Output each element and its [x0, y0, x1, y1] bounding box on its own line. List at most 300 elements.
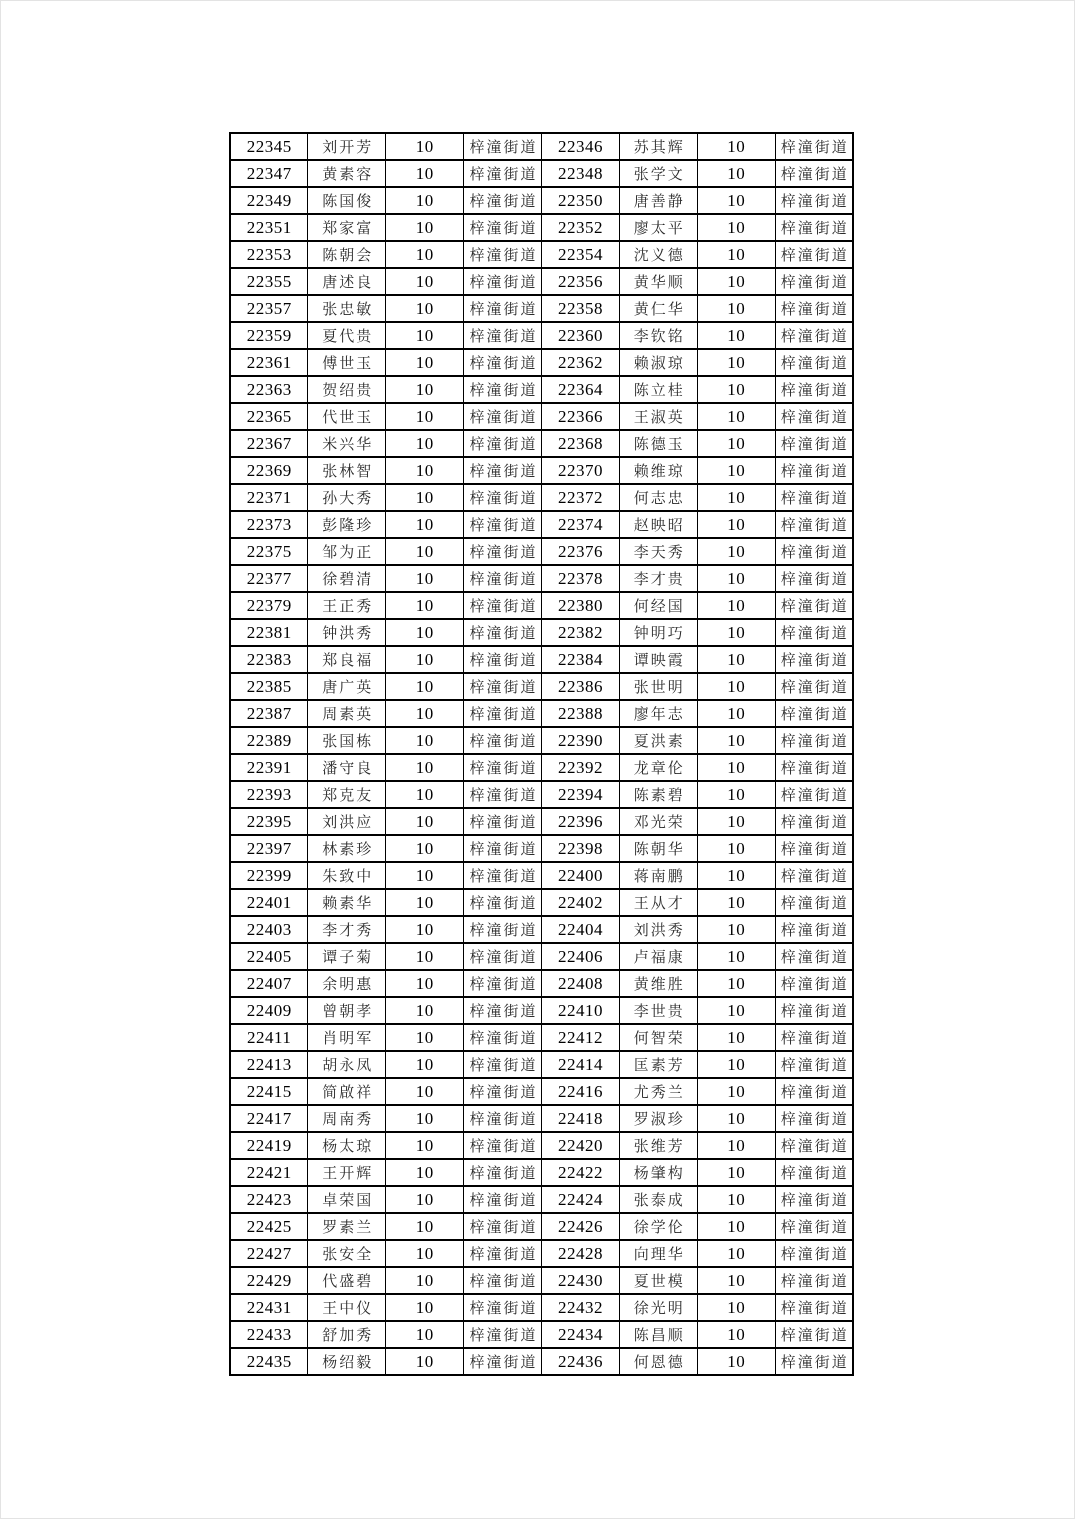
- table-row: [230, 403, 853, 430]
- name-cell: 匡素芳: [619, 1051, 697, 1078]
- score-cell: 10: [386, 322, 464, 349]
- score-cell: 10: [386, 1159, 464, 1186]
- street-cell: 梓潼街道: [775, 916, 853, 943]
- registration-number-cell: 22409: [230, 997, 308, 1024]
- score-cell: 10: [697, 700, 775, 727]
- score-cell: 10: [697, 1240, 775, 1267]
- score-cell: 10: [697, 1051, 775, 1078]
- registration-number-cell: 22392: [542, 754, 620, 781]
- name-cell: 龙章伦: [619, 754, 697, 781]
- street-cell: 梓潼街道: [775, 943, 853, 970]
- registration-number-cell: 22411: [230, 1024, 308, 1051]
- registration-number-cell: 22378: [542, 565, 620, 592]
- name-cell: 郑良福: [308, 646, 386, 673]
- street-cell: 梓潼街道: [464, 916, 542, 943]
- street-cell: 梓潼街道: [775, 1051, 853, 1078]
- name-cell: 朱致中: [308, 862, 386, 889]
- registration-number-cell: 22432: [542, 1294, 620, 1321]
- registration-number-cell: 22389: [230, 727, 308, 754]
- street-cell: 梓潼街道: [464, 565, 542, 592]
- score-cell: 10: [386, 403, 464, 430]
- street-cell: 梓潼街道: [464, 430, 542, 457]
- name-cell: 赖淑琼: [619, 349, 697, 376]
- street-cell: 梓潼街道: [464, 808, 542, 835]
- street-cell: 梓潼街道: [775, 214, 853, 241]
- table-row: [230, 268, 853, 295]
- street-cell: 梓潼街道: [775, 1105, 853, 1132]
- street-cell: 梓潼街道: [464, 349, 542, 376]
- name-cell: 罗淑珍: [619, 1105, 697, 1132]
- registration-number-cell: 22380: [542, 592, 620, 619]
- street-cell: 梓潼街道: [464, 1267, 542, 1294]
- name-cell: 尤秀兰: [619, 1078, 697, 1105]
- name-cell: 张维芳: [619, 1132, 697, 1159]
- registration-number-cell: 22365: [230, 403, 308, 430]
- score-cell: 10: [697, 1159, 775, 1186]
- score-cell: 10: [697, 781, 775, 808]
- street-cell: 梓潼街道: [775, 835, 853, 862]
- name-cell: 刘洪应: [308, 808, 386, 835]
- street-cell: 梓潼街道: [775, 376, 853, 403]
- name-cell: 刘洪秀: [619, 916, 697, 943]
- street-cell: 梓潼街道: [775, 808, 853, 835]
- name-cell: 赵映昭: [619, 511, 697, 538]
- roster-table-body: [230, 133, 853, 1375]
- street-cell: 梓潼街道: [775, 430, 853, 457]
- score-cell: 10: [386, 295, 464, 322]
- name-cell: 谭子菊: [308, 943, 386, 970]
- score-cell: 10: [697, 619, 775, 646]
- score-cell: 10: [697, 187, 775, 214]
- street-cell: 梓潼街道: [775, 619, 853, 646]
- street-cell: 梓潼街道: [775, 1240, 853, 1267]
- street-cell: 梓潼街道: [775, 511, 853, 538]
- street-cell: 梓潼街道: [464, 754, 542, 781]
- table-row: [230, 943, 853, 970]
- registration-number-cell: 22434: [542, 1321, 620, 1348]
- registration-number-cell: 22379: [230, 592, 308, 619]
- name-cell: 代世玉: [308, 403, 386, 430]
- registration-number-cell: 22436: [542, 1348, 620, 1375]
- registration-number-cell: 22418: [542, 1105, 620, 1132]
- registration-number-cell: 22361: [230, 349, 308, 376]
- registration-number-cell: 22346: [542, 133, 620, 160]
- street-cell: 梓潼街道: [775, 295, 853, 322]
- score-cell: 10: [386, 754, 464, 781]
- street-cell: 梓潼街道: [775, 1159, 853, 1186]
- street-cell: 梓潼街道: [775, 1213, 853, 1240]
- street-cell: 梓潼街道: [464, 484, 542, 511]
- street-cell: 梓潼街道: [464, 1024, 542, 1051]
- street-cell: 梓潼街道: [775, 403, 853, 430]
- street-cell: 梓潼街道: [464, 1321, 542, 1348]
- table-row: [230, 1024, 853, 1051]
- registration-number-cell: 22374: [542, 511, 620, 538]
- score-cell: 10: [697, 727, 775, 754]
- street-cell: 梓潼街道: [464, 133, 542, 160]
- table-row: [230, 484, 853, 511]
- street-cell: 梓潼街道: [464, 646, 542, 673]
- name-cell: 张学文: [619, 160, 697, 187]
- name-cell: 苏其辉: [619, 133, 697, 160]
- registration-number-cell: 22353: [230, 241, 308, 268]
- score-cell: 10: [697, 484, 775, 511]
- registration-number-cell: 22362: [542, 349, 620, 376]
- name-cell: 夏代贵: [308, 322, 386, 349]
- registration-number-cell: 22371: [230, 484, 308, 511]
- street-cell: 梓潼街道: [775, 133, 853, 160]
- score-cell: 10: [697, 133, 775, 160]
- score-cell: 10: [386, 673, 464, 700]
- table-row: [230, 349, 853, 376]
- score-cell: 10: [697, 565, 775, 592]
- name-cell: 徐学伦: [619, 1213, 697, 1240]
- table-row: [230, 700, 853, 727]
- name-cell: 陈朝华: [619, 835, 697, 862]
- name-cell: 唐广英: [308, 673, 386, 700]
- name-cell: 廖年志: [619, 700, 697, 727]
- score-cell: 10: [386, 511, 464, 538]
- score-cell: 10: [697, 1321, 775, 1348]
- registration-number-cell: 22391: [230, 754, 308, 781]
- registration-number-cell: 22348: [542, 160, 620, 187]
- roster-table: [229, 132, 854, 1376]
- street-cell: 梓潼街道: [775, 1186, 853, 1213]
- street-cell: 梓潼街道: [775, 646, 853, 673]
- table-row: [230, 241, 853, 268]
- score-cell: 10: [386, 1321, 464, 1348]
- name-cell: 周南秀: [308, 1105, 386, 1132]
- score-cell: 10: [386, 1105, 464, 1132]
- registration-number-cell: 22366: [542, 403, 620, 430]
- registration-number-cell: 22425: [230, 1213, 308, 1240]
- score-cell: 10: [386, 565, 464, 592]
- registration-number-cell: 22419: [230, 1132, 308, 1159]
- street-cell: 梓潼街道: [464, 592, 542, 619]
- registration-number-cell: 22412: [542, 1024, 620, 1051]
- registration-number-cell: 22387: [230, 700, 308, 727]
- score-cell: 10: [386, 187, 464, 214]
- registration-number-cell: 22401: [230, 889, 308, 916]
- name-cell: 王正秀: [308, 592, 386, 619]
- score-cell: 10: [697, 1078, 775, 1105]
- registration-number-cell: 22407: [230, 970, 308, 997]
- name-cell: 何智荣: [619, 1024, 697, 1051]
- registration-number-cell: 22414: [542, 1051, 620, 1078]
- street-cell: 梓潼街道: [464, 1186, 542, 1213]
- score-cell: 10: [386, 619, 464, 646]
- name-cell: 徐光明: [619, 1294, 697, 1321]
- registration-number-cell: 22386: [542, 673, 620, 700]
- street-cell: 梓潼街道: [464, 376, 542, 403]
- score-cell: 10: [697, 349, 775, 376]
- table-row: [230, 727, 853, 754]
- name-cell: 黄华顺: [619, 268, 697, 295]
- registration-number-cell: 22400: [542, 862, 620, 889]
- score-cell: 10: [386, 1186, 464, 1213]
- street-cell: 梓潼街道: [775, 268, 853, 295]
- name-cell: 黄素容: [308, 160, 386, 187]
- score-cell: 10: [697, 538, 775, 565]
- score-cell: 10: [386, 889, 464, 916]
- name-cell: 舒加秀: [308, 1321, 386, 1348]
- score-cell: 10: [386, 970, 464, 997]
- street-cell: 梓潼街道: [464, 1132, 542, 1159]
- table-row: [230, 970, 853, 997]
- registration-number-cell: 22363: [230, 376, 308, 403]
- score-cell: 10: [697, 430, 775, 457]
- score-cell: 10: [386, 781, 464, 808]
- name-cell: 王从才: [619, 889, 697, 916]
- registration-number-cell: 22394: [542, 781, 620, 808]
- table-row: [230, 781, 853, 808]
- name-cell: 张忠敏: [308, 295, 386, 322]
- score-cell: 10: [386, 997, 464, 1024]
- score-cell: 10: [697, 1024, 775, 1051]
- street-cell: 梓潼街道: [464, 1240, 542, 1267]
- table-row: [230, 889, 853, 916]
- name-cell: 黄仁华: [619, 295, 697, 322]
- street-cell: 梓潼街道: [775, 1348, 853, 1375]
- score-cell: 10: [697, 943, 775, 970]
- name-cell: 米兴华: [308, 430, 386, 457]
- name-cell: 李世贵: [619, 997, 697, 1024]
- table-row: [230, 187, 853, 214]
- name-cell: 罗素兰: [308, 1213, 386, 1240]
- score-cell: 10: [697, 268, 775, 295]
- table-row: [230, 1051, 853, 1078]
- registration-number-cell: 22398: [542, 835, 620, 862]
- table-row: [230, 1348, 853, 1375]
- street-cell: 梓潼街道: [775, 889, 853, 916]
- name-cell: 孙大秀: [308, 484, 386, 511]
- table-row: [230, 1240, 853, 1267]
- name-cell: 钟洪秀: [308, 619, 386, 646]
- name-cell: 王淑英: [619, 403, 697, 430]
- registration-number-cell: 22347: [230, 160, 308, 187]
- registration-number-cell: 22376: [542, 538, 620, 565]
- name-cell: 李天秀: [619, 538, 697, 565]
- name-cell: 沈义德: [619, 241, 697, 268]
- street-cell: 梓潼街道: [464, 295, 542, 322]
- registration-number-cell: 22382: [542, 619, 620, 646]
- table-row: [230, 619, 853, 646]
- name-cell: 陈昌顺: [619, 1321, 697, 1348]
- registration-number-cell: 22385: [230, 673, 308, 700]
- street-cell: 梓潼街道: [464, 322, 542, 349]
- street-cell: 梓潼街道: [464, 943, 542, 970]
- street-cell: 梓潼街道: [464, 727, 542, 754]
- name-cell: 郑克友: [308, 781, 386, 808]
- registration-number-cell: 22420: [542, 1132, 620, 1159]
- name-cell: 彭隆珍: [308, 511, 386, 538]
- name-cell: 李才秀: [308, 916, 386, 943]
- name-cell: 陈国俊: [308, 187, 386, 214]
- registration-number-cell: 22428: [542, 1240, 620, 1267]
- street-cell: 梓潼街道: [464, 214, 542, 241]
- registration-number-cell: 22368: [542, 430, 620, 457]
- street-cell: 梓潼街道: [464, 187, 542, 214]
- street-cell: 梓潼街道: [464, 1159, 542, 1186]
- name-cell: 胡永凤: [308, 1051, 386, 1078]
- street-cell: 梓潼街道: [775, 187, 853, 214]
- street-cell: 梓潼街道: [464, 457, 542, 484]
- name-cell: 杨绍毅: [308, 1348, 386, 1375]
- registration-number-cell: 22356: [542, 268, 620, 295]
- table-row: [230, 1105, 853, 1132]
- street-cell: 梓潼街道: [464, 268, 542, 295]
- score-cell: 10: [386, 133, 464, 160]
- name-cell: 钟明巧: [619, 619, 697, 646]
- registration-number-cell: 22403: [230, 916, 308, 943]
- score-cell: 10: [386, 943, 464, 970]
- registration-number-cell: 22408: [542, 970, 620, 997]
- street-cell: 梓潼街道: [464, 781, 542, 808]
- street-cell: 梓潼街道: [775, 970, 853, 997]
- table-row: [230, 295, 853, 322]
- registration-number-cell: 22349: [230, 187, 308, 214]
- street-cell: 梓潼街道: [464, 700, 542, 727]
- score-cell: 10: [386, 430, 464, 457]
- name-cell: 林素珍: [308, 835, 386, 862]
- score-cell: 10: [386, 646, 464, 673]
- registration-number-cell: 22421: [230, 1159, 308, 1186]
- score-cell: 10: [697, 1294, 775, 1321]
- score-cell: 10: [386, 268, 464, 295]
- name-cell: 何恩德: [619, 1348, 697, 1375]
- score-cell: 10: [697, 403, 775, 430]
- registration-number-cell: 22357: [230, 295, 308, 322]
- score-cell: 10: [386, 727, 464, 754]
- registration-number-cell: 22351: [230, 214, 308, 241]
- registration-number-cell: 22364: [542, 376, 620, 403]
- table-row: [230, 133, 853, 160]
- name-cell: 刘开芳: [308, 133, 386, 160]
- name-cell: 王开辉: [308, 1159, 386, 1186]
- name-cell: 夏洪素: [619, 727, 697, 754]
- street-cell: 梓潼街道: [464, 511, 542, 538]
- name-cell: 夏世模: [619, 1267, 697, 1294]
- name-cell: 张世明: [619, 673, 697, 700]
- registration-number-cell: 22383: [230, 646, 308, 673]
- table-row: [230, 1267, 853, 1294]
- name-cell: 余明惠: [308, 970, 386, 997]
- name-cell: 卢福康: [619, 943, 697, 970]
- name-cell: 何经国: [619, 592, 697, 619]
- street-cell: 梓潼街道: [775, 1078, 853, 1105]
- street-cell: 梓潼街道: [775, 160, 853, 187]
- name-cell: 张林智: [308, 457, 386, 484]
- table-row: [230, 538, 853, 565]
- registration-number-cell: 22426: [542, 1213, 620, 1240]
- score-cell: 10: [386, 835, 464, 862]
- registration-number-cell: 22417: [230, 1105, 308, 1132]
- street-cell: 梓潼街道: [464, 160, 542, 187]
- registration-number-cell: 22433: [230, 1321, 308, 1348]
- score-cell: 10: [697, 1348, 775, 1375]
- street-cell: 梓潼街道: [464, 1051, 542, 1078]
- registration-number-cell: 22393: [230, 781, 308, 808]
- name-cell: 李才贵: [619, 565, 697, 592]
- score-cell: 10: [386, 1267, 464, 1294]
- score-cell: 10: [386, 1078, 464, 1105]
- score-cell: 10: [697, 1132, 775, 1159]
- registration-number-cell: 22423: [230, 1186, 308, 1213]
- name-cell: 卓荣国: [308, 1186, 386, 1213]
- name-cell: 谭映霞: [619, 646, 697, 673]
- street-cell: 梓潼街道: [775, 700, 853, 727]
- registration-number-cell: 22372: [542, 484, 620, 511]
- table-row: [230, 835, 853, 862]
- street-cell: 梓潼街道: [464, 970, 542, 997]
- registration-number-cell: 22359: [230, 322, 308, 349]
- registration-number-cell: 22413: [230, 1051, 308, 1078]
- street-cell: 梓潼街道: [464, 862, 542, 889]
- registration-number-cell: 22430: [542, 1267, 620, 1294]
- table-row: [230, 160, 853, 187]
- street-cell: 梓潼街道: [464, 1105, 542, 1132]
- registration-number-cell: 22399: [230, 862, 308, 889]
- registration-number-cell: 22435: [230, 1348, 308, 1375]
- street-cell: 梓潼街道: [775, 781, 853, 808]
- score-cell: 10: [697, 646, 775, 673]
- score-cell: 10: [697, 808, 775, 835]
- table-row: [230, 511, 853, 538]
- street-cell: 梓潼街道: [464, 1348, 542, 1375]
- street-cell: 梓潼街道: [464, 1078, 542, 1105]
- registration-number-cell: 22429: [230, 1267, 308, 1294]
- score-cell: 10: [697, 160, 775, 187]
- registration-number-cell: 22395: [230, 808, 308, 835]
- registration-number-cell: 22405: [230, 943, 308, 970]
- score-cell: 10: [386, 160, 464, 187]
- street-cell: 梓潼街道: [775, 592, 853, 619]
- score-cell: 10: [697, 457, 775, 484]
- name-cell: 傅世玉: [308, 349, 386, 376]
- name-cell: 蒋南鹏: [619, 862, 697, 889]
- score-cell: 10: [386, 1132, 464, 1159]
- table-row: [230, 592, 853, 619]
- table-row: [230, 997, 853, 1024]
- table-row: [230, 1294, 853, 1321]
- score-cell: 10: [386, 808, 464, 835]
- street-cell: 梓潼街道: [464, 997, 542, 1024]
- registration-number-cell: 22404: [542, 916, 620, 943]
- name-cell: 周素英: [308, 700, 386, 727]
- name-cell: 徐碧清: [308, 565, 386, 592]
- score-cell: 10: [386, 457, 464, 484]
- street-cell: 梓潼街道: [464, 538, 542, 565]
- name-cell: 黄维胜: [619, 970, 697, 997]
- registration-number-cell: 22396: [542, 808, 620, 835]
- name-cell: 杨太琼: [308, 1132, 386, 1159]
- registration-number-cell: 22358: [542, 295, 620, 322]
- score-cell: 10: [697, 970, 775, 997]
- name-cell: 赖素华: [308, 889, 386, 916]
- name-cell: 代盛碧: [308, 1267, 386, 1294]
- table-row: [230, 430, 853, 457]
- name-cell: 赖维琼: [619, 457, 697, 484]
- registration-number-cell: 22354: [542, 241, 620, 268]
- table-row: [230, 1078, 853, 1105]
- name-cell: 王中仪: [308, 1294, 386, 1321]
- table-row: [230, 754, 853, 781]
- table-row: [230, 322, 853, 349]
- table-row: [230, 376, 853, 403]
- registration-number-cell: 22388: [542, 700, 620, 727]
- score-cell: 10: [697, 511, 775, 538]
- street-cell: 梓潼街道: [775, 565, 853, 592]
